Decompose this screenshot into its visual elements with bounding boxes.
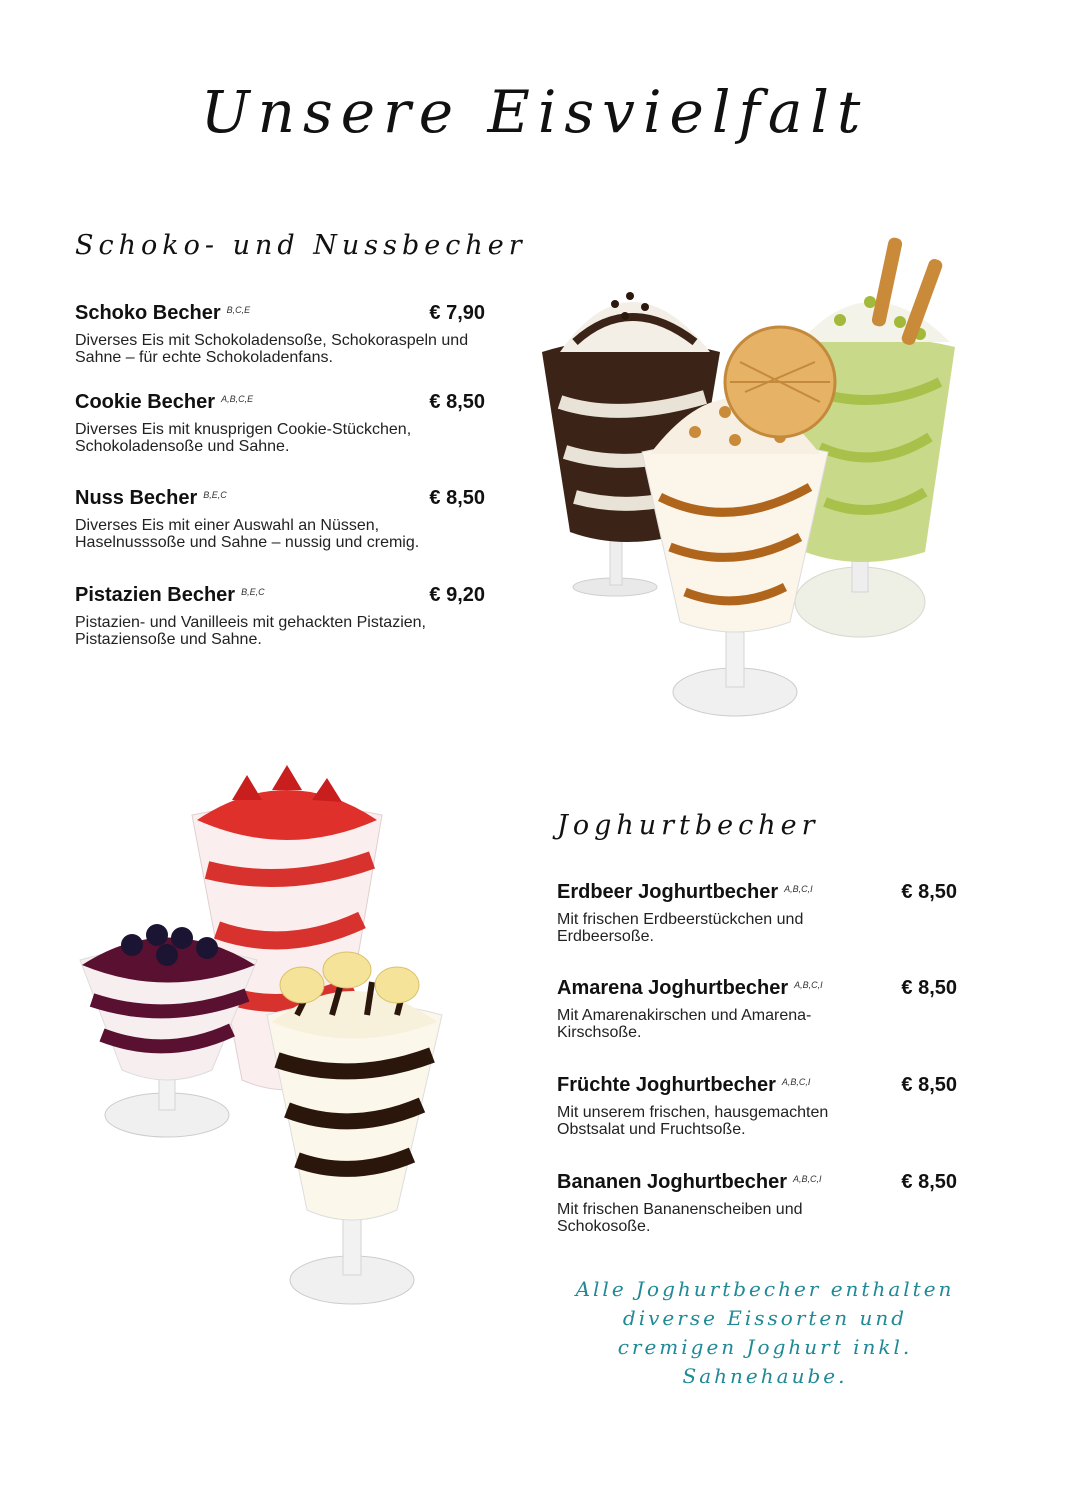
menu-item bbox=[75, 584, 485, 648]
sundae-photo-joghurt bbox=[72, 760, 452, 1320]
item-description: Mit unserem frischen, hausgemachten Obstsalat und Fruchtsoße. bbox=[557, 1104, 829, 1138]
joghurt-note: Alle Joghurtbecher enthalten diverse Eissorten und cremigen Joghurt inkl. Sahnehaube. bbox=[575, 1277, 955, 1388]
item-name: Cookie Becher bbox=[75, 391, 216, 413]
sundae-photo-chocolate-nut bbox=[530, 232, 970, 727]
item-price: € 8,50 bbox=[901, 977, 957, 999]
item-description: Mit frischen Bananenscheiben und Schokosoße. bbox=[557, 1201, 803, 1235]
menu-item bbox=[75, 302, 485, 366]
item-name: Früchte Joghurtbecher bbox=[557, 1074, 776, 1096]
allergen-codes: A,B,C,I bbox=[781, 1077, 811, 1087]
menu-item bbox=[557, 1074, 957, 1138]
item-price: € 8,50 bbox=[429, 487, 485, 509]
allergen-codes: A,B,C,I bbox=[794, 980, 823, 990]
item-price: € 8,50 bbox=[429, 391, 485, 413]
item-name: Schoko Becher bbox=[75, 302, 221, 324]
item-name: Nuss Becher bbox=[75, 487, 198, 509]
item-price: € 8,50 bbox=[901, 881, 957, 903]
menu-item bbox=[75, 487, 485, 551]
item-description: Diverses Eis mit knusprigen Cookie-Stückchen, Schokoladensoße und Sahne. bbox=[75, 421, 412, 455]
allergen-codes: B,E,C bbox=[203, 490, 227, 500]
item-price: € 8,50 bbox=[901, 1171, 957, 1193]
item-description: Pistazien- und Vanilleeis mit gehackten Pistazien, Pistaziensoße und Sahne. bbox=[75, 614, 426, 648]
item-description: Mit Amarenakirschen und Amarena-Kirschsoße. bbox=[557, 1007, 812, 1041]
item-description: Mit frischen Erdbeerstückchen und Erdbeersoße. bbox=[557, 911, 804, 945]
menu-item bbox=[75, 391, 485, 455]
menu-item bbox=[557, 881, 957, 945]
item-price: € 9,20 bbox=[429, 584, 485, 606]
allergen-codes: B,E,C bbox=[241, 587, 265, 597]
item-name: Bananen Joghurtbecher bbox=[557, 1171, 788, 1193]
menu-item bbox=[557, 1171, 957, 1235]
page-title: Unsere Eisvielfalt bbox=[200, 78, 869, 146]
section-title-schoko-nuss: Schoko- und Nussbecher bbox=[75, 230, 527, 261]
allergen-codes: A,B,C,E bbox=[221, 394, 254, 404]
allergen-codes: B,C,E bbox=[226, 305, 251, 315]
allergen-codes: A,B,C,I bbox=[784, 884, 813, 894]
section-title-joghurt: Joghurtbecher bbox=[557, 810, 820, 841]
item-price: € 8,50 bbox=[901, 1074, 957, 1096]
item-name: Amarena Joghurtbecher bbox=[557, 977, 789, 999]
item-name: Erdbeer Joghurtbecher bbox=[557, 881, 779, 903]
allergen-codes: A,B,C,I bbox=[793, 1174, 822, 1184]
item-name: Pistazien Becher bbox=[75, 584, 236, 606]
item-price: € 7,90 bbox=[429, 302, 485, 324]
item-description: Diverses Eis mit Schokoladensoße, Schokoraspeln und Sahne – für echte Schokoladenfans. bbox=[75, 332, 469, 366]
menu-item bbox=[557, 977, 957, 1041]
item-description: Diverses Eis mit einer Auswahl an Nüssen, Haselnusssoße und Sahne – nussig und cremig. bbox=[75, 517, 420, 551]
